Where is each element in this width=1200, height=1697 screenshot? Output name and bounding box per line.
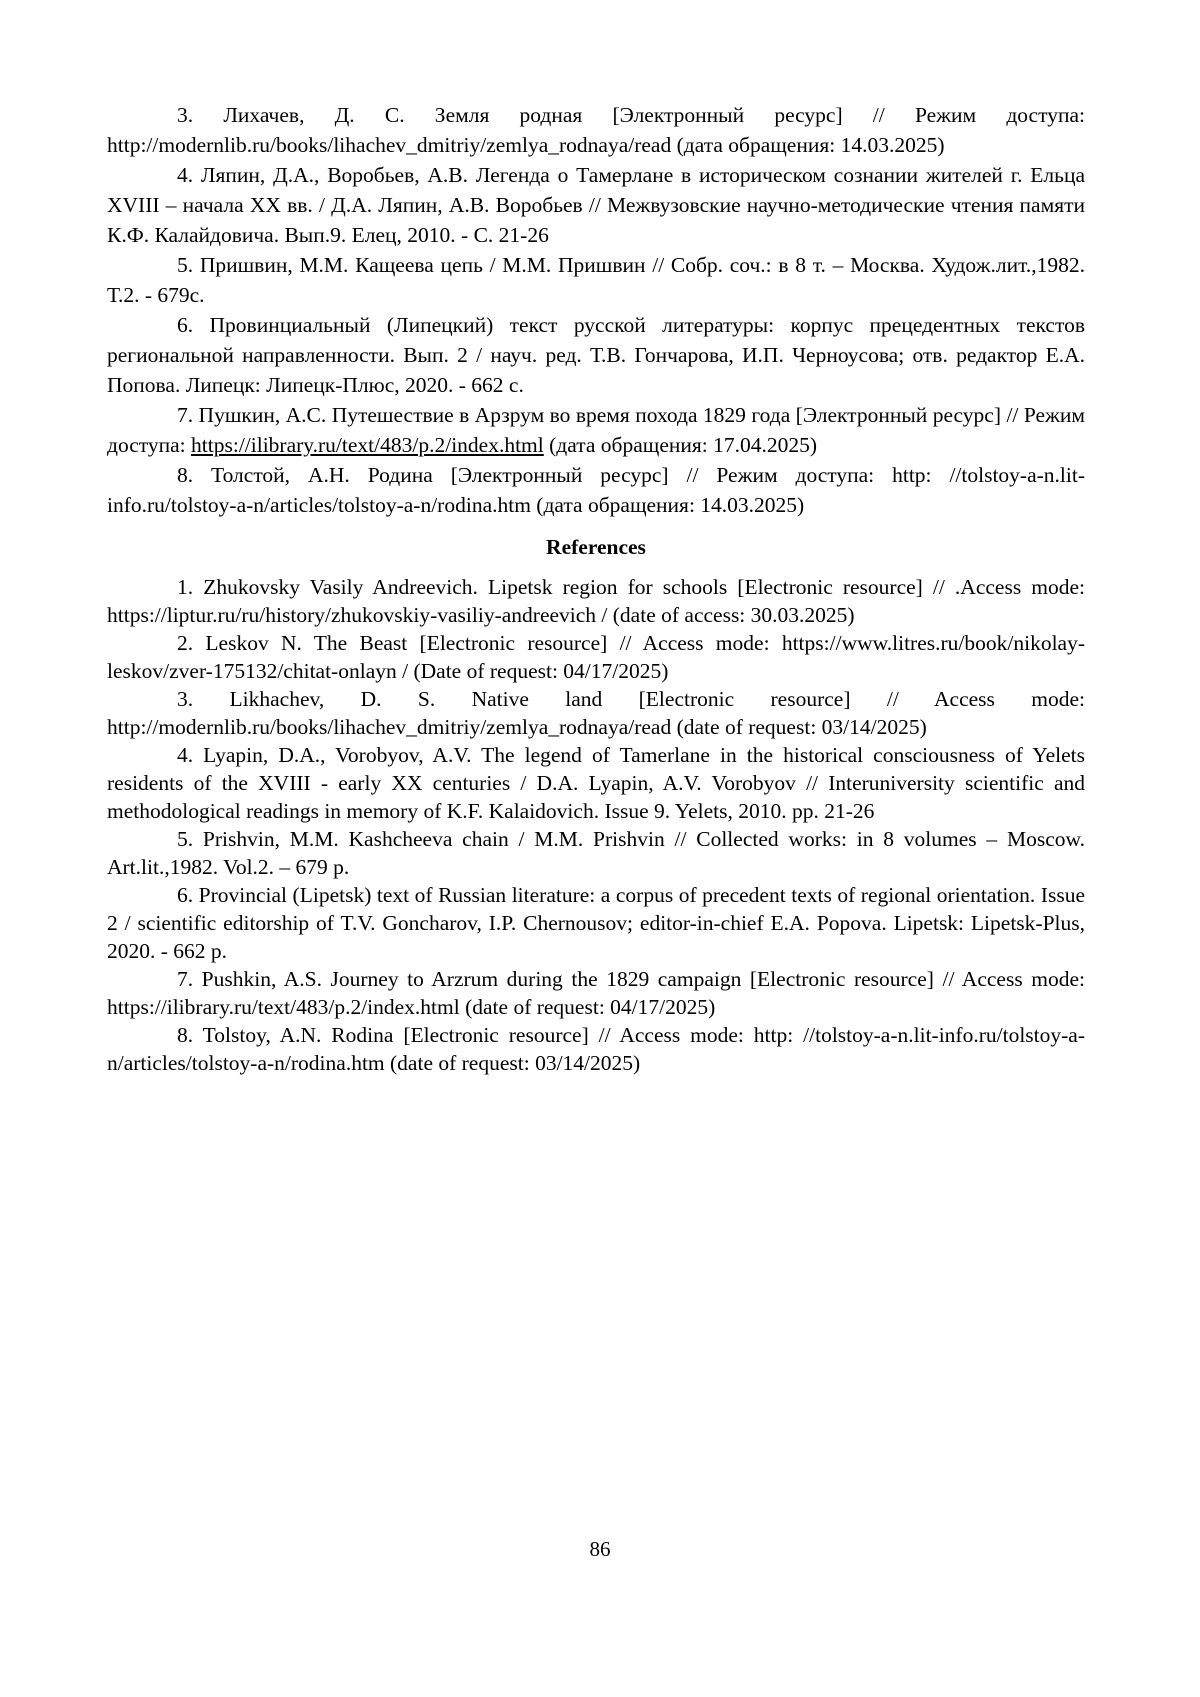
reference-item-en-3 bbox=[107, 685, 1085, 741]
reference-item-ru-3 bbox=[107, 100, 1085, 160]
reference-text: 8. Tolstoy, A.N. Rodina [Electronic resource] // Access mode: http: //tolstoy-a-n.lit-info.ru/tolstoy-a-n/articles/tolstoy-a-n/rodina.htm (date of request: 03/14/2025) bbox=[107, 1023, 1085, 1075]
reference-text: 5. Пришвин, М.М. Кащеева цепь / М.М. Пришвин // Собр. соч.: в 8 т. – Москва. Худож.лит.,1982. Т.2. - 679с. bbox=[107, 253, 1085, 307]
reference-item-ru-4 bbox=[107, 160, 1085, 250]
reference-text: 6. Provincial (Lipetsk) text of Russian literature: a corpus of precedent texts of regional orientation. Issue 2 / scientific editorship of T.V. Goncharov, I.P. Chernousov; editor-in-chief E.A. Popova. Lipetsk: Lipetsk-Plus, 2020. - 662 p. bbox=[107, 883, 1085, 963]
reference-text: 4. Ляпин, Д.А., Воробьев, А.В. Легенда о Тамерлане в историческом сознании жителей г. Ельца XVIII – начала XX вв. / Д.А. Ляпин, А.В. Воробьев // Межвузовские научно-методические чтения памяти К.Ф. Калайдовича. Вып.9. Елец, 2010. - С. 21-26 bbox=[107, 163, 1085, 247]
reference-item-ru-6 bbox=[107, 310, 1085, 400]
reference-item-en-1 bbox=[107, 573, 1085, 629]
reference-item-en-6 bbox=[107, 881, 1085, 965]
reference-text: (дата обращения: 17.04.2025) bbox=[543, 433, 818, 457]
reference-text: 5. Prishvin, M.M. Kashcheeva chain / M.M. Prishvin // Collected works: in 8 volumes – Moscow. Art.lit.,1982. Vol.2. – 679 p. bbox=[107, 827, 1085, 879]
reference-item-en-4 bbox=[107, 741, 1085, 825]
reference-item-en-5 bbox=[107, 825, 1085, 881]
reference-item-ru-8 bbox=[107, 460, 1085, 520]
reference-text: 7. Pushkin, A.S. Journey to Arzrum during the 1829 campaign [Electronic resource] // Access mode: https://ilibrary.ru/text/483/p.2/index.html (date of request: 04/17/2025) bbox=[107, 967, 1085, 1019]
reference-item-en-8 bbox=[107, 1021, 1085, 1077]
references-heading: References bbox=[546, 535, 646, 559]
reference-text: 3. Likhachev, D. S. Native land [Electronic resource] // Access mode: http://modernlib.ru/books/lihachev_dmitriy/zemlya_rodnaya/read (date of request: 03/14/2025) bbox=[107, 687, 1085, 739]
reference-text: 1. Zhukovsky Vasily Andreevich. Lipetsk region for schools [Electronic resource] // .Access mode: https://liptur.ru/ru/history/zhukovskiy-vasiliy-andreevich / (date of access: 30.03.2025) bbox=[107, 575, 1085, 627]
reference-text: 7. Пушкин, А.С. Путешествие в Арзрум во время похода 1829 года [Электронный ресурс] // Режим доступа: bbox=[107, 403, 1085, 457]
reference-text: 2. Leskov N. The Beast [Electronic resource] // Access mode: https://www.litres.ru/book/nikolay-leskov/zver-175132/chitat-onlayn / (Date of request: 04/17/2025) bbox=[107, 631, 1085, 683]
reference-text: 4. Lyapin, D.A., Vorobyov, A.V. The legend of Tamerlane in the historical consciousness of Yelets residents of the XVIII - early XX centuries / D.A. Lyapin, A.V. Vorobyov // Interuniversity scientific and methodological readings in memory of K.F. Kalaidovich. Issue 9. Yelets, 2010. pp. 21-26 bbox=[107, 743, 1085, 823]
reference-item-ru-7 bbox=[107, 400, 1085, 460]
reference-text: 6. Провинциальный (Липецкий) текст русской литературы: корпус прецедентных текстов региональной направленности. Вып. 2 / науч. ред. Т.В. Гончарова, И.П. Черноусова; отв. редактор Е.А. Попова. Липецк: Липецк-Плюс, 2020. - 662 с. bbox=[107, 313, 1085, 397]
reference-item-en-7 bbox=[107, 965, 1085, 1021]
page-number: 86 bbox=[589, 1537, 611, 1561]
reference-item-ru-5 bbox=[107, 250, 1085, 310]
reference-text: 3. Лихачев, Д. С. Земля родная [Электронный ресурс] // Режим доступа: http://modernlib.ru/books/lihachev_dmitriy/zemlya_rodnaya/read (дата обращения: 14.03.2025) bbox=[107, 103, 1085, 157]
reference-text: 8. Толстой, А.Н. Родина [Электронный ресурс] // Режим доступа: http: //tolstoy-a-n.lit-info.ru/tolstoy-a-n/articles/tolstoy-a-n/rodina.htm (дата обращения: 14.03.2025) bbox=[107, 463, 1085, 517]
russian-references-section bbox=[107, 100, 1085, 520]
reference-item-en-2 bbox=[107, 629, 1085, 685]
reference-url-link[interactable]: https://ilibrary.ru/text/483/p.2/index.html bbox=[191, 433, 544, 457]
english-references-section bbox=[107, 573, 1085, 1077]
